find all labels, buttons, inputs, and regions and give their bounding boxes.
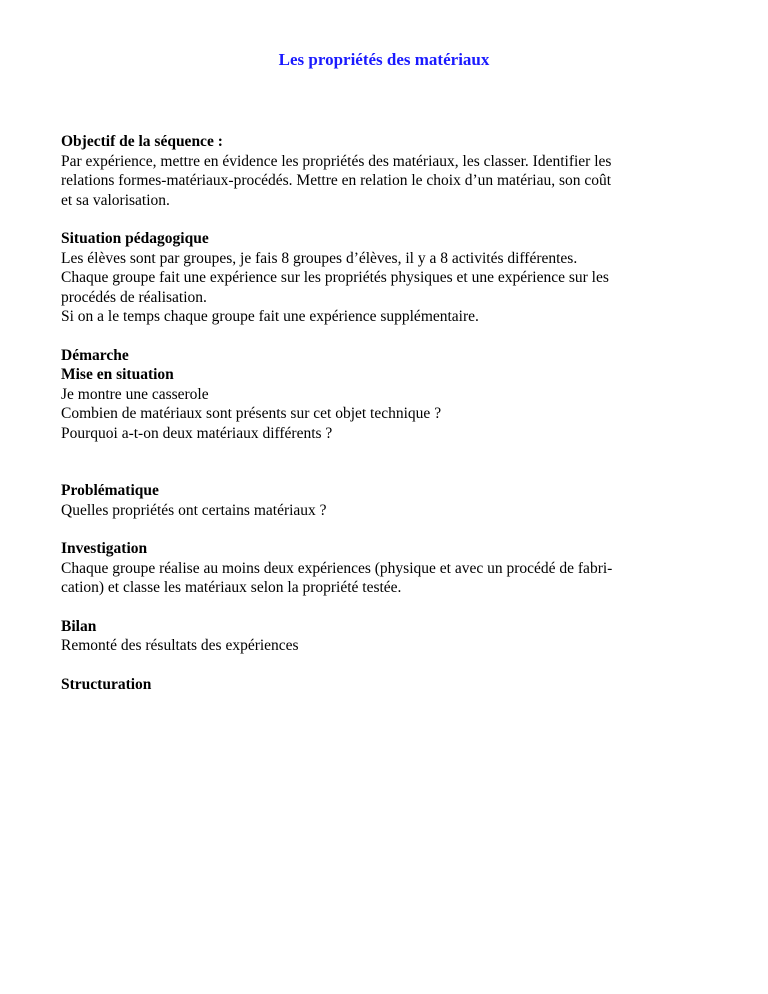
- section-heading-problematique: Problématique: [61, 482, 159, 499]
- section-heading-structuration: Structuration: [61, 675, 152, 693]
- section-situation: [61, 229, 721, 327]
- section-heading-bilan: Bilan: [61, 617, 97, 635]
- text-line: cation) et classe les matériaux selon la propriété testée.: [61, 579, 402, 596]
- section-heading-objectif: Objectif de la séquence :: [61, 133, 223, 150]
- text-line: Je montre une casserole: [61, 385, 209, 403]
- text-line: Quelles propriétés ont certains matériaux ?: [61, 501, 327, 519]
- section-investigation: [61, 539, 721, 598]
- section-structuration: [61, 675, 721, 695]
- text-line: relations formes-matériaux-procédés. Mettre en relation le choix d’un matériau, son coût: [61, 172, 612, 189]
- text-line: Chaque groupe réalise au moins deux expériences (physique et avec un procédé de fabri-: [61, 559, 613, 577]
- text-line: Remonté des résultats des expériences: [61, 637, 299, 654]
- text-line: Si on a le temps chaque groupe fait une expérience supplémentaire.: [61, 308, 479, 325]
- text-line: Par expérience, mettre en évidence les propriétés des matériaux, les classer. Identifier les: [61, 152, 612, 170]
- section-heading-demarche: Démarche: [61, 346, 129, 364]
- text-line: et sa valorisation.: [61, 191, 170, 209]
- document-body: [61, 132, 721, 713]
- text-line: Combien de matériaux sont présents sur cet objet technique ?: [61, 405, 442, 422]
- section-problematique: [61, 481, 721, 520]
- document-title: Les propriétés des matériaux: [278, 50, 490, 69]
- text-line: Chaque groupe fait une expérience sur les propriétés physiques et une expérience sur les: [61, 269, 609, 286]
- section-heading-situation: Situation pédagogique: [61, 230, 209, 247]
- text-line: Les élèves sont par groupes, je fais 8 groupes d’élèves, il y a 8 activités différentes.: [61, 249, 578, 267]
- section-heading-investigation: Investigation: [61, 540, 148, 557]
- section-objectif: [61, 132, 721, 210]
- text-line: Pourquoi a-t-on deux matériaux différents ?: [61, 424, 333, 442]
- section-bilan: [61, 617, 721, 656]
- section-demarche: [61, 346, 721, 444]
- text-line: procédés de réalisation.: [61, 288, 207, 306]
- section-subheading-mise-en-situation: Mise en situation: [61, 366, 174, 383]
